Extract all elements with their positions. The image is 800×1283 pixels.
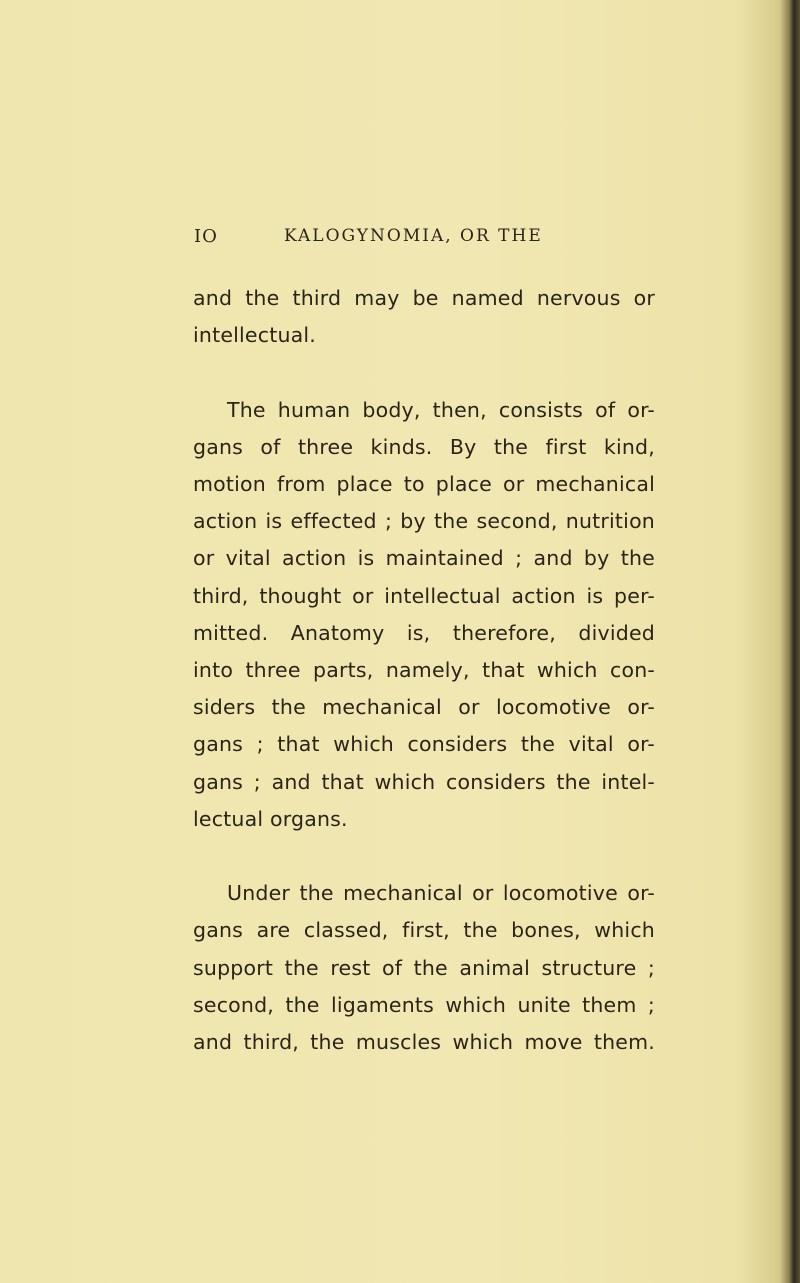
page-edge-shadow	[780, 0, 800, 1283]
text-line: The human body, then, consists of or-	[227, 397, 655, 422]
text-line: siders the mechanical or locomotive or-	[193, 695, 655, 720]
text-line: support the rest of the animal structure ;	[193, 955, 655, 980]
text-line: Under the mechanical or locomotive or-	[227, 881, 655, 906]
running-head	[0, 226, 800, 256]
text-line: intellectual.	[193, 323, 317, 348]
text-line: or vital action is maintained ; and by the	[193, 546, 655, 571]
paragraph-gap	[193, 838, 655, 875]
body-text	[193, 280, 655, 1061]
text-line: second, the ligaments which unite them ;	[193, 992, 655, 1017]
text-line: gans of three kinds. By the first kind,	[193, 434, 655, 459]
text-line: motion from place to place or mechanical	[193, 472, 655, 496]
paragraph-1	[193, 280, 655, 354]
text-line: and third, the muscles which move them.	[193, 1030, 655, 1055]
text-line: third, thought or intellectual action is per-	[193, 583, 655, 608]
text-line: gans ; that which considers the vital or-	[193, 732, 655, 757]
text-line: mitted. Anatomy is, therefore, divided	[193, 620, 655, 645]
running-title: KALOGYNOMIA, OR THE	[284, 226, 543, 246]
text-line: into three parts, namely, that which con-	[193, 658, 655, 683]
page-number: IO	[194, 226, 218, 247]
paragraph-2	[193, 392, 655, 838]
text-line: gans ; and that which considers the intel-	[193, 769, 655, 794]
text-line: action is effected ; by the second, nutrition	[193, 509, 655, 534]
text-line: lectual organs.	[193, 806, 348, 831]
text-line: and the third may be named nervous or	[193, 286, 655, 310]
text-line: gans are classed, first, the bones, which	[193, 918, 655, 943]
paragraph-gap	[193, 354, 655, 391]
paragraph-3	[193, 875, 655, 1061]
